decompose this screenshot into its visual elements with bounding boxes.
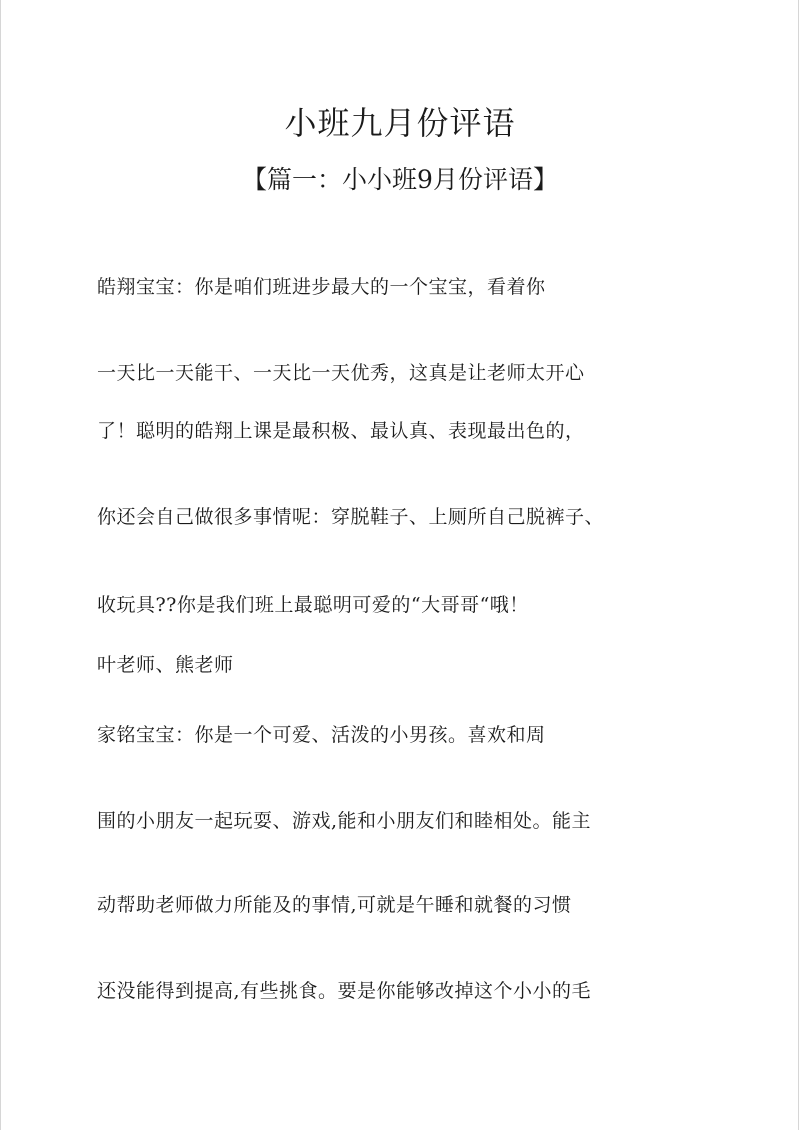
body-line: 皓翔宝宝：你是咱们班进步最大的一个宝宝，看着你 [97,276,546,298]
body-line: 一天比一天能干、一天比一天优秀，这真是让老师太开心 [97,362,585,384]
body-line: 围的小朋友一起玩耍、游戏,能和小朋友们和睦相处。能主 [97,810,592,832]
body-line: 你还会自己做很多事情呢：穿脱鞋子、上厕所自己脱裤子、 [97,506,605,528]
signature-line: 叶老师、熊老师 [97,654,234,676]
body-line: 了！聪明的皓翔上课是最积极、最认真、表现最出色的， [97,420,585,442]
document-title: 小班九月份评语 [284,104,516,142]
body-line: 动帮助老师做力所能及的事情,可就是午睡和就餐的习惯 [97,894,572,916]
body-line: 收玩具??你是我们班上最聪明可爱的“大哥哥“哦！ [97,594,529,616]
document-subtitle: 【篇一：小小班9月份评语】 [242,165,558,194]
body-line: 还没能得到提高,有些挑食。要是你能够改掉这个小小的毛 [97,980,592,1002]
body-line: 家铭宝宝：你是一个可爱、活泼的小男孩。喜欢和周 [97,724,546,746]
